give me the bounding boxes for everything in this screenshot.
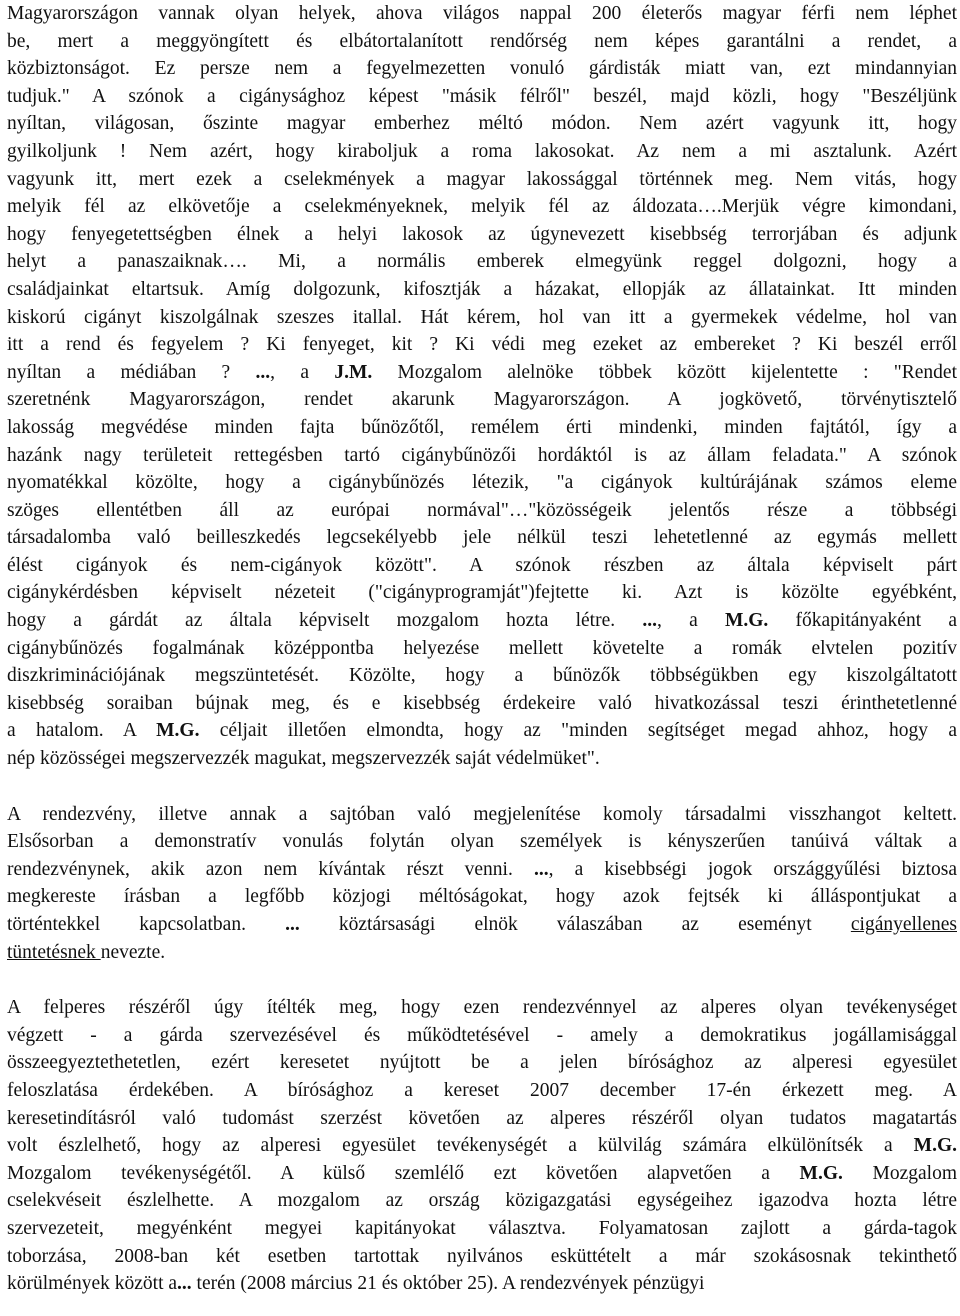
text-run: itt a rend és fegyelem ? Ki fenyeget, kit ? Ki védi meg ezeket az embereket ? Ki beszél erről — [7, 334, 957, 356]
bold-text: ... — [255, 361, 271, 383]
text-line — [7, 83, 957, 111]
text-run: Mozgalom — [842, 1162, 957, 1184]
text-run: helyt a panaszaiknak…. Mi, a normális emberek elmegyünk reggel dolgozni, hogy a — [7, 251, 957, 273]
text-run: , a — [656, 610, 725, 632]
bold-text: J.M. — [334, 361, 373, 383]
text-line — [7, 304, 957, 332]
text-run: céljait illetően elmondta, hogy az "minden segítséget megad ahhoz, hogy a — [199, 720, 957, 742]
text-line — [7, 221, 957, 249]
text-run: cigánybűnözés fogalmának középpontba helyezése mellett követelte a romák elvtelen pozitív — [7, 637, 957, 659]
paragraph-public-reaction — [7, 801, 957, 967]
text-line — [7, 166, 957, 194]
text-run: nép közösségei megszervezzék magukat, megszervezzék saját védelmüket". — [7, 748, 600, 770]
text-run: köztársasági elnök válaszában az eseményt — [299, 914, 851, 935]
text-line — [7, 994, 957, 1022]
text-line — [7, 552, 957, 580]
text-run: közbiztonságot. Ez persze nem a fegyelmezetten vonuló gárdisták miatt van, ezt mindannyian — [7, 58, 957, 80]
text-line — [7, 1270, 957, 1298]
bold-text: ... — [285, 914, 300, 935]
text-line — [7, 856, 957, 884]
text-run: melyik fél az elkövetője a cselekményeknek, melyik fél az áldozata….Merjük végre kimondani, — [7, 196, 957, 218]
text-line — [7, 414, 957, 442]
text-run: szöges ellentétben áll az európai normával"…"közösségeik jelentős része a többségi — [7, 499, 957, 521]
text-run: nevezte. — [100, 941, 166, 963]
text-line — [7, 1187, 957, 1215]
text-run: összeegyeztethetetlen, ezért keresetet nyújtott be a jelen bírósághoz az alperesi egyesület — [7, 1052, 957, 1074]
text-line — [7, 690, 957, 718]
text-run: Elsősorban a demonstratív vonulás folytán olyan személyek is kényszerűen tanúivá váltak a — [7, 831, 957, 853]
text-run: rendezvénynek, akik azon nem kívántak részt venni. — [7, 858, 534, 880]
text-run: hogy fenyegetettségben élnek a helyi lakosok az úgynevezett kisebbség terrorjában és adjunk — [7, 223, 957, 245]
text-run: történtekkel kapcsolatban. — [7, 914, 286, 935]
text-line — [7, 745, 957, 773]
text-line — [7, 579, 957, 607]
text-run: diszkriminációjának megszüntetését. Közölte, hogy a bűnözők többségükben egy kiszolgáltatott — [7, 665, 957, 687]
paragraph-rally-speech — [7, 0, 957, 773]
text-run: be, mert a meggyöngített és elbátortalanított rendőrség nem képes garantálni a rendet, a — [7, 30, 957, 52]
text-run: szervezeteit, megyénként megyei kapitányokat választva. Folyamatosan zajlott a gárda-tagok — [7, 1217, 957, 1239]
text-run: A felperes részéről úgy ítélték meg, hogy ezen rendezvénnyel az alperes olyan tevékenységet — [7, 997, 957, 1019]
text-line — [7, 55, 957, 83]
bold-text: ... — [533, 858, 549, 880]
text-line — [7, 248, 957, 276]
text-line — [7, 939, 957, 967]
text-line — [7, 28, 957, 56]
text-line — [7, 524, 957, 552]
text-run: családjainkat eltartsuk. Amíg dolgozunk, kifosztják a házakat, ellopják az állatainkat. Itt minden — [7, 278, 957, 300]
text-run: nyíltan a médiában ? — [7, 361, 256, 383]
text-run: A rendezvény, illetve annak a sajtóban való megjelenítése komoly társadalmi visszhangot keltett. — [7, 803, 957, 825]
text-run: cselekvéseit észlelhette. A mozgalom az ország közigazgatási egységeihez igazodva hozta létre — [7, 1190, 957, 1212]
text-run: a hatalom. A — [7, 720, 157, 742]
text-run: toborzása, 2008-ban két esetben tartottak nyilvános esküttételt a már szokásosnak tekinthető — [7, 1245, 957, 1267]
bold-text: M.G. — [799, 1162, 843, 1184]
text-line — [7, 1077, 957, 1105]
text-run: élést cigányok és nem-cigányok között". A szónok részben az általa képviselt párt — [7, 554, 957, 576]
text-line — [7, 359, 957, 387]
text-run: nyomatékkal közölte, hogy a cigánybűnözés létezik, "a cigányok kultúrájának számos eleme — [7, 472, 957, 494]
underlined-text: cigányellenes — [850, 914, 957, 935]
text-run: kiskorú cigányt kiszolgálnak szeszes itallal. Hát kérem, hol van itt a gyermekek védelme, hol van — [7, 306, 957, 328]
text-run: körülmények között a — [7, 1273, 178, 1295]
bold-text: M.G. — [913, 1135, 957, 1157]
bold-text: M.G. — [156, 720, 200, 742]
text-run: főkapitányaként a — [768, 610, 957, 632]
text-run: cigánykérdésben képviselt nézeteit ("cigányprogramját")fejtette ki. Azt is közölte egyébként, — [7, 582, 957, 604]
text-line — [7, 386, 957, 414]
text-run: , a kisebbségi jogok országgyűlési biztosa — [548, 858, 957, 880]
text-line — [7, 276, 957, 304]
document-page — [7, 0, 957, 1316]
text-line — [7, 607, 957, 635]
text-line — [7, 469, 957, 497]
paragraph-gap — [7, 966, 957, 994]
text-line — [7, 801, 957, 829]
text-line — [7, 635, 957, 663]
bold-text: M.G. — [724, 610, 769, 632]
text-run: Mozgalom tevékenységétől. A külső szemlélő ezt követően alapvetően a — [7, 1162, 800, 1184]
text-run: hazánk nagy területeit rettegésben tartó cigánybűnözői hordáktól is az állam feladata." A szónok — [7, 444, 957, 466]
paragraph-gap — [7, 773, 957, 801]
text-run: terén (2008 március 21 és október 25). A rendezvények pénzügyi — [191, 1273, 705, 1295]
text-run: megkereste írásban a legfőbb közjogi méltóságokat, hogy azok fejtsék ki álláspontjukat a — [7, 886, 957, 908]
text-run: vagyunk itt, mert ezek a cselekmények a magyar lakossággal történnek meg. Nem vitás, hogy — [7, 168, 957, 190]
text-line — [7, 828, 957, 856]
text-line — [7, 193, 957, 221]
paragraph-plaintiff-claim — [7, 994, 957, 1298]
text-run: Magyarországon vannak olyan helyek, ahova világos nappal 200 életerős magyar férfi nem léphet — [7, 3, 957, 24]
text-line — [7, 110, 957, 138]
text-line — [7, 717, 957, 745]
text-run: szeretnénk Magyarországon, rendet akarunk Magyarországon. A jogkövető, törvénytisztelő — [7, 389, 957, 411]
text-line — [7, 883, 957, 911]
text-line — [7, 1160, 957, 1188]
text-run: Mozgalom alelnöke többek között kijelentette : "Rendet — [372, 361, 957, 383]
text-line — [7, 1105, 957, 1133]
bold-text: ... — [177, 1273, 192, 1295]
text-line — [7, 911, 957, 939]
text-run: lakosság megvédése minden fajta bűnözőtől, remélem érti mindenki, minden fajtától, így a — [7, 416, 957, 438]
text-line — [7, 1049, 957, 1077]
text-line — [7, 138, 957, 166]
text-run: feloszlatása érdekében. A bírósághoz a kereset 2007 december 17-én érkezett meg. A — [7, 1079, 957, 1101]
text-line — [7, 442, 957, 470]
text-line — [7, 1022, 957, 1050]
text-line — [7, 0, 957, 28]
text-line — [7, 1132, 957, 1160]
bold-text: ... — [642, 610, 657, 632]
text-run: volt észlelhető, hogy az alperesi egyesület tevékenységét a külvilág számára elkülönítsék a — [7, 1135, 914, 1157]
text-line — [7, 497, 957, 525]
text-run: , a — [270, 361, 335, 383]
underlined-text: tüntetésnek — [7, 941, 101, 963]
text-line — [7, 331, 957, 359]
text-run: végzett - a gárda szervezésével és működtetésével - amely a demokratikus jogállamisággal — [7, 1024, 957, 1046]
text-run: keresetindításról való tudomást szerzést követően az alperes részéről olyan tudatos magatartás — [7, 1107, 957, 1129]
text-line — [7, 1215, 957, 1243]
text-run: tudjuk." A szónok a cigánysághoz képest "másik félről" beszél, majd közli, hogy "Beszéljünk — [7, 85, 957, 107]
text-run: gyilkoljunk ! Nem azért, hogy kiraboljuk a roma lakosokat. Az nem a mi asztalunk. Azért — [7, 140, 957, 162]
text-line — [7, 1243, 957, 1271]
text-run: kisebbség soraiban bújnak meg, és e kisebbség érdekeire való hivatkozással teszi érinthetetlenné — [7, 692, 957, 714]
text-run: hogy a gárdát az általa képviselt mozgalom hozta létre. — [7, 610, 643, 632]
text-run: nyíltan, világosan, őszinte magyar emberhez méltó módon. Nem azért vagyunk itt, hogy — [7, 113, 957, 135]
text-line — [7, 662, 957, 690]
text-run: társadalomba való beilleszkedés legcsekélyebb jele nélkül teszi lehetetlenné az egymás mellett — [7, 527, 957, 549]
